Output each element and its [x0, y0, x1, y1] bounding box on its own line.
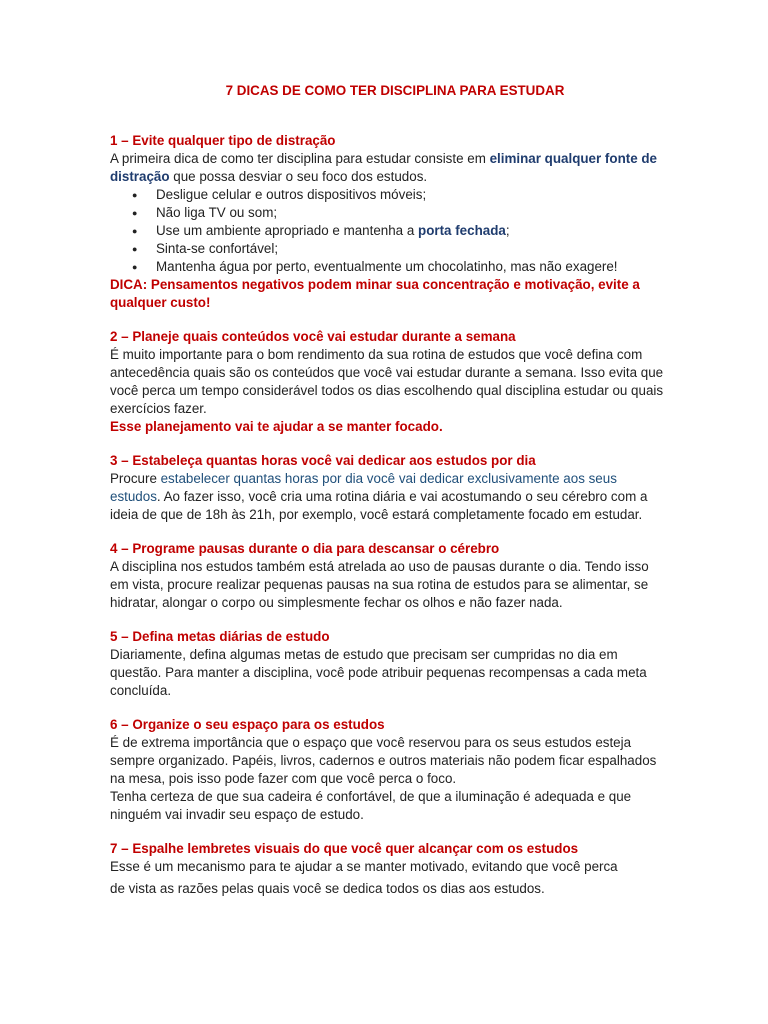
list-item: [110, 240, 670, 258]
section-2-emphasis: Esse planejamento vai te ajudar a se manter focado.: [110, 419, 443, 434]
section-4: [110, 540, 670, 612]
section-1-tip: DICA: Pensamentos negativos podem minar sua concentração e motivação, evite a qualquer custo!: [110, 277, 640, 310]
section-7: [110, 840, 670, 898]
section-1-bullet-list: [110, 186, 670, 276]
section-5-heading: 5 – Defina metas diárias de estudo: [110, 629, 330, 644]
section-1-intro: [110, 150, 670, 186]
section-5-body: Diariamente, defina algumas metas de estudo que precisam ser cumpridas no dia em questão. Para manter a disciplina, você pode atribuir pequenas recompensas a cada meta concluída.: [110, 647, 647, 698]
section-6-body: É de extrema importância que o espaço que você reservou para os seus estudos esteja sempre organizado. Papéis, livros, cadernos e outros materiais não podem ficar espalhados na mesa, pois isso pode fazer com que você perca o foco.: [110, 735, 657, 786]
section-1-highlight: eliminar qualquer fonte de distração: [110, 151, 658, 184]
list-item-text: Mantenha água por perto, eventualmente um chocolatinho, mas não exagere!: [156, 259, 618, 274]
list-item-text: Não liga TV ou som;: [156, 205, 278, 220]
list-item: [110, 222, 670, 240]
bullet-icon: ●: [132, 208, 138, 218]
list-item-text-end: ;: [505, 223, 510, 238]
list-item-text: Sinta-se confortável;: [156, 241, 279, 256]
section-3: [110, 452, 670, 524]
section-5: [110, 628, 670, 700]
section-3-body-text: Procure: [110, 471, 161, 486]
section-1: [110, 132, 670, 312]
section-1-intro-text-end: que possa desviar o seu foco dos estudos.: [169, 169, 428, 184]
section-2-body: É muito importante para o bom rendimento da sua rotina de estudos que você defina com antecedência quais são os conteúdos que você vai estudar durante a semana. Isso evita que você perca um tempo considerável todos os dias escolhendo qual disciplina estudar ou quais exercícios fazer.: [110, 347, 664, 416]
section-4-heading: 4 – Programe pausas durante o dia para descansar o cérebro: [110, 541, 500, 556]
bullet-icon: ●: [132, 262, 138, 272]
section-3-link[interactable]: estabelecer quantas horas por dia você vai dedicar exclusivamente aos seus estudos: [110, 471, 617, 504]
section-7-body-2: de vista as razões pelas quais você se dedica todos os dias aos estudos.: [110, 881, 545, 896]
list-item: [110, 204, 670, 222]
section-2-heading: 2 – Planeje quais conteúdos você vai estudar durante a semana: [110, 329, 516, 344]
list-item-highlight: porta fechada: [418, 223, 506, 238]
section-7-heading: 7 – Espalhe lembretes visuais do que você quer alcançar com os estudos: [110, 841, 579, 856]
document-page: [110, 82, 670, 914]
list-item: [110, 258, 670, 276]
section-6-body-2: Tenha certeza de que sua cadeira é confortável, de que a iluminação é adequada e que ninguém vai invadir seu espaço de estudo.: [110, 789, 632, 822]
list-item-text: Desligue celular e outros dispositivos móveis;: [156, 187, 427, 202]
bullet-icon: ●: [132, 190, 138, 200]
list-item: [110, 186, 670, 204]
section-3-body: [110, 470, 670, 524]
section-6-heading: 6 – Organize o seu espaço para os estudos: [110, 717, 385, 732]
list-item-text: Use um ambiente apropriado e mantenha a: [156, 223, 419, 238]
section-6: [110, 716, 670, 824]
section-4-body: A disciplina nos estudos também está atrelada ao uso de pausas durante o dia. Tendo isso em vista, procure realizar pequenas pausas na sua rotina de estudos para se alimentar, se hidratar, alongar o corpo ou simplesmente fechar os olhos e não fazer nada.: [110, 559, 649, 610]
section-3-heading: 3 – Estabeleça quantas horas você vai dedicar aos estudos por dia: [110, 453, 536, 468]
section-2: [110, 328, 670, 436]
document-title: 7 DICAS DE COMO TER DISCIPLINA PARA ESTUDAR: [225, 83, 565, 98]
section-7-body: Esse é um mecanismo para te ajudar a se manter motivado, evitando que você perca: [110, 859, 618, 874]
section-3-body-text-end: . Ao fazer isso, você cria uma rotina diária e vai acostumando o seu cérebro com a ideia de que de 18h às 21h, por exemplo, você estará completamente focado em estudar.: [110, 489, 648, 522]
bullet-icon: ●: [132, 226, 138, 236]
bullet-icon: ●: [132, 244, 138, 254]
section-1-intro-text: A primeira dica de como ter disciplina para estudar consiste em: [110, 151, 490, 166]
section-1-heading: 1 – Evite qualquer tipo de distração: [110, 133, 336, 148]
